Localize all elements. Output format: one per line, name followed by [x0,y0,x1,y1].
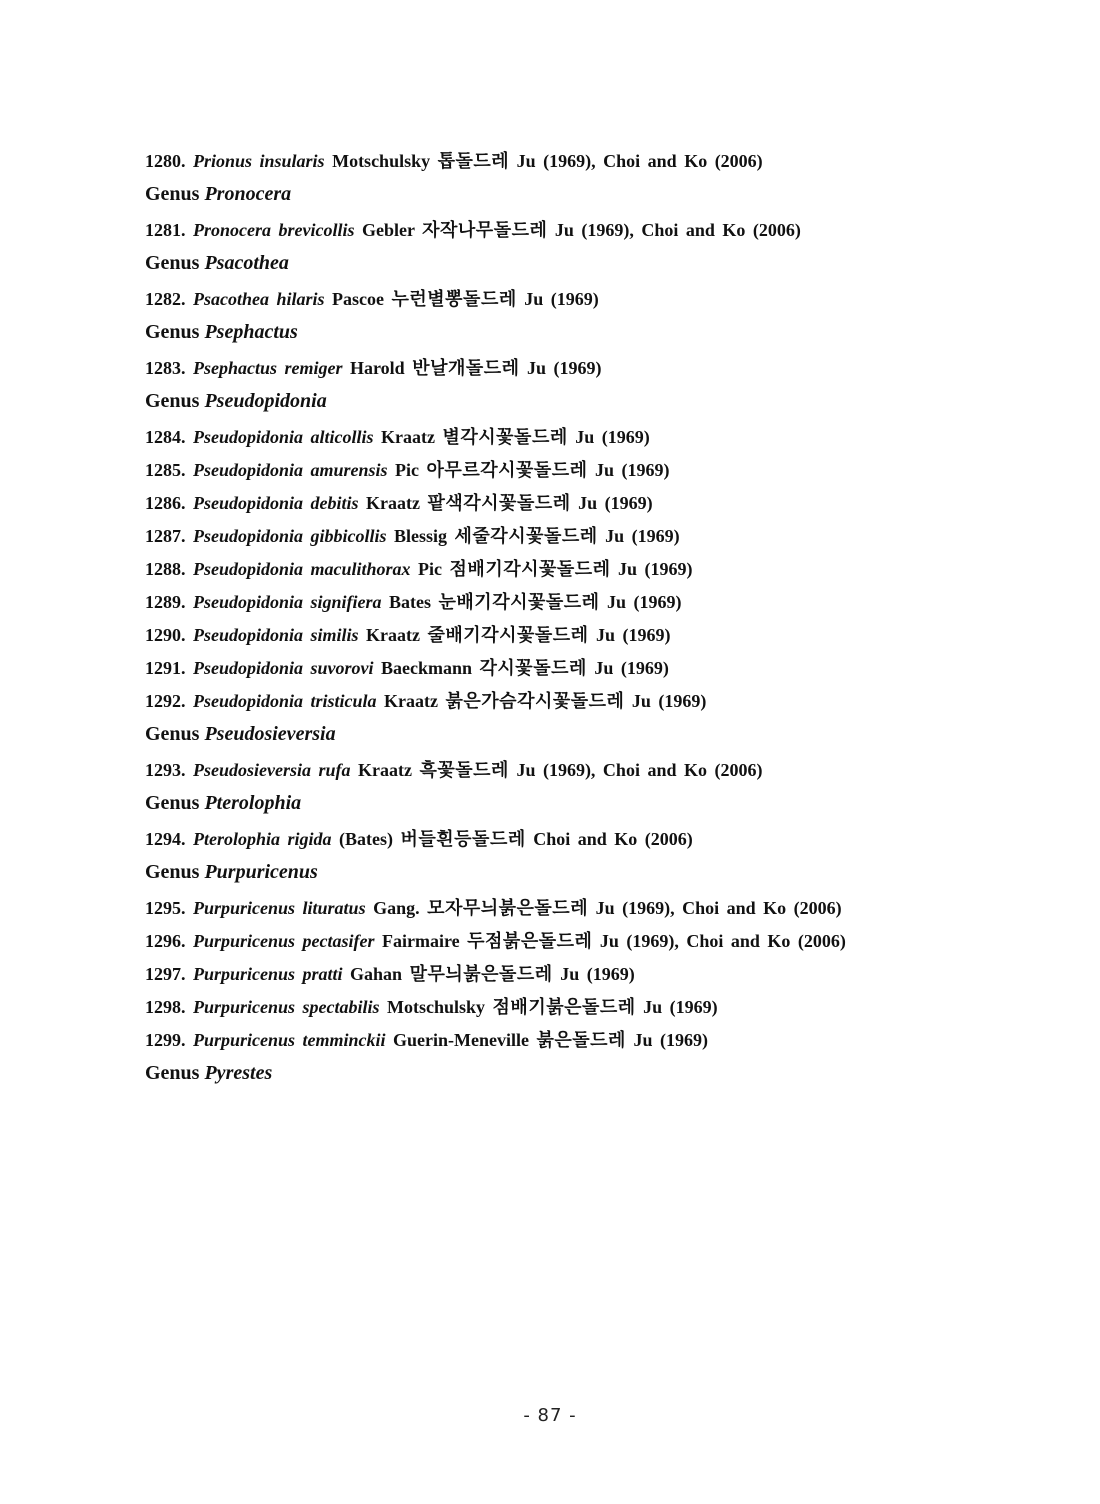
species-name: Pseudopidonia alticollis [193,427,374,447]
author-name: Pic [395,460,420,480]
species-entry [145,424,965,457]
genus-group [145,181,965,250]
genus-heading [145,790,965,826]
genus-heading [145,859,965,895]
species-entry [145,622,965,655]
entry-number: 1293. [145,760,186,780]
entry-number: 1290. [145,625,186,645]
genus-name: Psacothea [204,252,289,274]
species-entry [145,556,965,589]
references: Ju (1969) [594,658,669,678]
author-name: Kraatz [381,427,435,447]
entry-number: 1287. [145,526,186,546]
korean-name: 말무늬붉은돌드레 [409,964,553,985]
species-entry [145,286,965,319]
korean-name: 반날개돌드레 [412,358,520,379]
korean-name: 점배기각시꽃돌드레 [449,559,611,580]
references: Ju (1969) [578,493,653,513]
korean-name: 붉은돌드레 [536,1030,626,1051]
author-name: Baeckmann [381,658,473,678]
genus-name: Pyrestes [204,1062,273,1084]
author-name: Pic [418,559,443,579]
species-list [145,148,965,1096]
species-name: Pseudopidonia similis [193,625,359,645]
species-entry [145,490,965,523]
entry-number: 1292. [145,691,186,711]
korean-name: 누런별뽕돌드레 [391,289,517,310]
entry-number: 1289. [145,592,186,612]
references: Ju (1969) [605,526,680,546]
genus-heading [145,319,965,355]
species-entry [145,928,965,961]
entry-number: 1285. [145,460,186,480]
author-name: Guerin-Meneville [393,1030,529,1050]
species-name: Psephactus remiger [193,358,343,378]
references: Ju (1969) [527,358,602,378]
species-entry [145,523,965,556]
species-name: Pseudopidonia gibbicollis [193,526,387,546]
species-entry [145,355,965,388]
species-name: Pseudosieversia rufa [193,760,351,780]
genus-prefix: Genus [145,183,200,205]
korean-name: 눈배기각시꽃돌드레 [438,592,600,613]
species-entry [145,148,965,181]
genus-heading [145,388,965,424]
page-number: - 87 - [523,1405,577,1426]
author-name: Fairmaire [382,931,460,951]
references: Ju (1969) [631,691,707,711]
genus-name: Pterolophia [204,792,302,814]
korean-name: 각시꽃돌드레 [479,658,587,679]
korean-name: 자작나무돌드레 [422,220,548,241]
genus-name: Pseudopidonia [204,390,327,412]
genus-group [145,721,965,790]
species-entry [145,457,965,490]
species-name: Pseudopidonia tristicula [193,691,377,711]
korean-name: 톱돌드레 [437,151,510,172]
entry-number: 1298. [145,997,186,1017]
references: Ju (1969), Choi and Ko (2006) [516,151,763,171]
genus-heading [145,250,965,286]
genus-prefix: Genus [145,390,200,412]
author-name: Kraatz [358,760,412,780]
species-entry [145,688,965,721]
genus-heading [145,721,965,757]
genus-group [145,388,965,721]
genus-name: Pronocera [204,183,292,205]
entry-number: 1299. [145,1030,186,1050]
species-entry [145,961,965,994]
references: Choi and Ko (2006) [533,829,693,849]
references: Ju (1969) [595,460,670,480]
species-name: Prionus insularis [193,151,325,171]
genus-group [145,1060,965,1096]
species-name: Purpuricenus temminckii [193,1030,386,1050]
author-name: Gebler [361,220,415,240]
entry-number: 1283. [145,358,186,378]
genus-prefix: Genus [145,723,200,745]
references: Ju (1969) [633,1030,708,1050]
references: Ju (1969) [596,625,671,645]
genus-group [145,148,965,181]
species-entry [145,895,965,928]
species-name: Purpuricenus pectasifer [193,931,375,951]
references: Ju (1969), Choi and Ko (2006) [599,931,846,951]
entry-number: 1284. [145,427,186,447]
references: Ju (1969) [618,559,693,579]
korean-name: 줄배기각시꽃돌드레 [427,625,589,646]
entry-number: 1280. [145,151,186,171]
entry-number: 1296. [145,931,186,951]
genus-prefix: Genus [145,861,200,883]
references: Ju (1969) [607,592,682,612]
genus-heading [145,181,965,217]
references: Ju (1969) [575,427,650,447]
references: Ju (1969) [643,997,718,1017]
species-name: Pronocera brevicollis [193,220,355,240]
entry-number: 1295. [145,898,186,918]
species-name: Pseudopidonia amurensis [193,460,388,480]
korean-name: 모자무늬붉은돌드레 [427,898,589,919]
entry-number: 1282. [145,289,186,309]
genus-prefix: Genus [145,1062,200,1084]
references: Ju (1969) [524,289,599,309]
references: Ju (1969) [560,964,635,984]
genus-name: Pseudosieversia [204,723,336,745]
genus-group [145,859,965,1060]
species-entry [145,217,965,250]
genus-group [145,319,965,388]
species-name: Pseudopidonia signifiera [193,592,382,612]
species-name: Pseudopidonia maculithorax [193,559,411,579]
entry-number: 1288. [145,559,186,579]
genus-heading [145,1060,965,1096]
species-name: Pseudopidonia suvorovi [193,658,374,678]
korean-name: 팥색각시꽃돌드레 [427,493,571,514]
species-entry [145,994,965,1027]
genus-group [145,250,965,319]
references: Ju (1969), Choi and Ko (2006) [595,898,842,918]
species-name: Purpuricenus pratti [193,964,343,984]
author-name: Motschulsky [332,151,431,171]
author-name: Kraatz [384,691,439,711]
species-entry [145,655,965,688]
genus-prefix: Genus [145,252,200,274]
genus-prefix: Genus [145,792,200,814]
author-name: Blessig [394,526,448,546]
entry-number: 1286. [145,493,186,513]
references: Ju (1969), Choi and Ko (2006) [554,220,801,240]
species-name: Purpuricenus spectabilis [193,997,380,1017]
species-entry [145,826,965,859]
korean-name: 두점붉은돌드레 [467,931,593,952]
korean-name: 별각시꽃돌드레 [442,427,568,448]
entry-number: 1297. [145,964,186,984]
entry-number: 1291. [145,658,186,678]
genus-name: Psephactus [204,321,298,343]
author-name: Bates [389,592,432,612]
species-entry [145,1027,965,1060]
entry-number: 1281. [145,220,186,240]
genus-group [145,790,965,859]
author-name: Pascoe [332,289,384,309]
author-name: Kraatz [366,625,421,645]
korean-name: 붉은가슴각시꽃돌드레 [445,691,625,712]
genus-prefix: Genus [145,321,200,343]
author-name: Motschulsky [387,997,486,1017]
korean-name: 아무르각시꽃돌드레 [426,460,588,481]
species-name: Pterolophia rigida [193,829,332,849]
genus-name: Purpuricenus [204,861,318,883]
species-name: Purpuricenus lituratus [193,898,366,918]
species-name: Psacothea hilaris [193,289,325,309]
author-name: Harold [350,358,405,378]
author-name: Gang. [373,898,420,918]
author-name: Gahan [350,964,403,984]
korean-name: 점배기붉은돌드레 [492,997,636,1018]
korean-name: 흑꽃돌드레 [419,760,509,781]
references: Ju (1969), Choi and Ko (2006) [516,760,763,780]
species-entry [145,589,965,622]
author-name: (Bates) [339,829,393,849]
species-name: Pseudopidonia debitis [193,493,359,513]
entry-number: 1294. [145,829,186,849]
korean-name: 세줄각시꽃돌드레 [454,526,598,547]
species-entry [145,757,965,790]
author-name: Kraatz [366,493,420,513]
korean-name: 버들흰등돌드레 [400,829,526,850]
